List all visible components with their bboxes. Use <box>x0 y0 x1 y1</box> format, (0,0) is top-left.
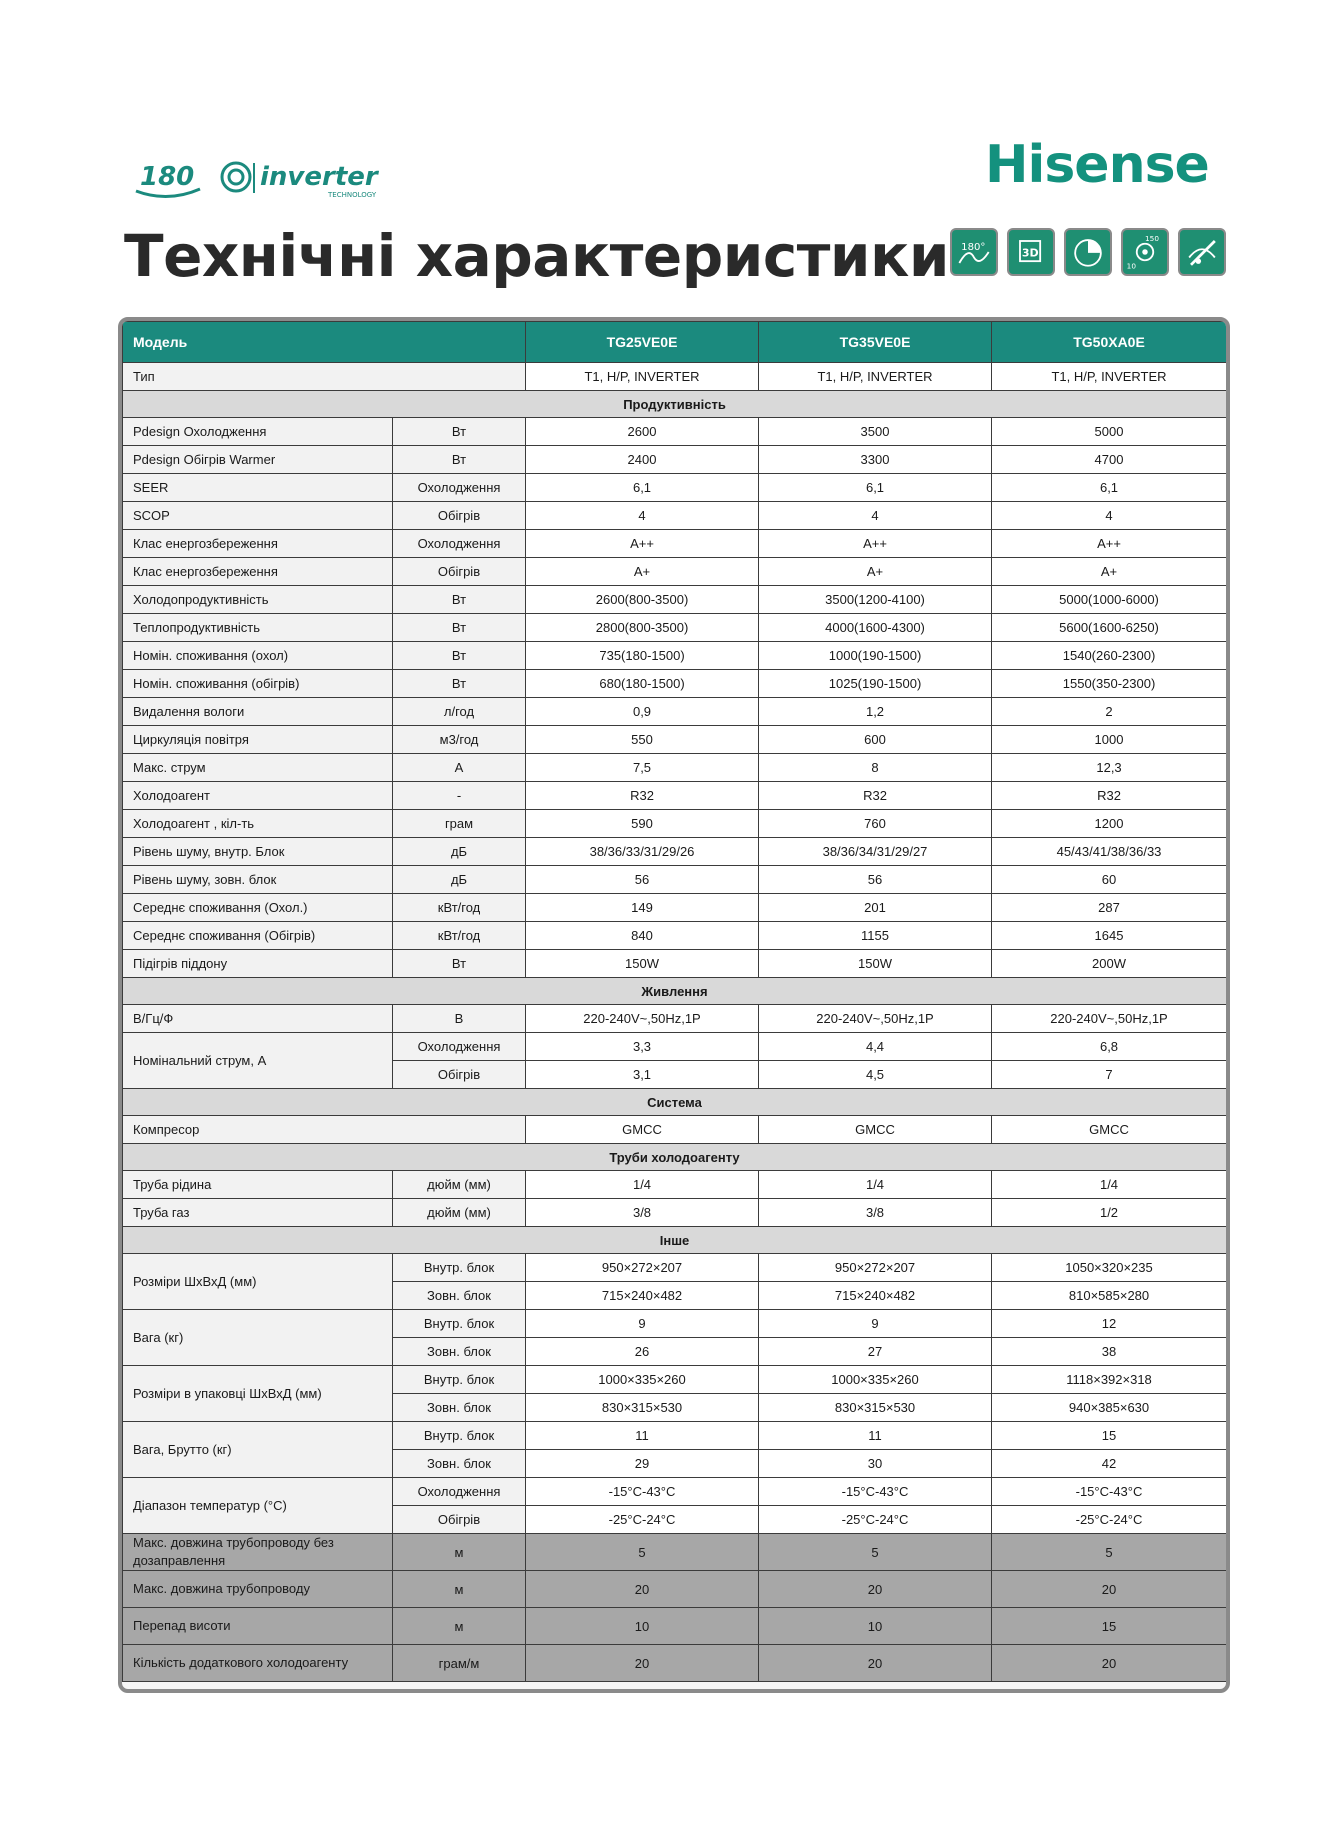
row-unit: Зовн. блок <box>393 1282 526 1310</box>
cell-value: 950×272×207 <box>759 1254 992 1282</box>
3d-airflow-icon <box>1007 228 1055 276</box>
cell-value: 6,8 <box>992 1033 1227 1061</box>
table-row <box>123 838 1227 866</box>
150kg-10kg-icon <box>1121 228 1169 276</box>
cell-value: 6,1 <box>992 474 1227 502</box>
cell-value: 7,5 <box>526 754 759 782</box>
table-row <box>123 1478 1227 1506</box>
row-label: Pdesign Обігрів Warmer <box>123 446 393 474</box>
cell-value: 3,1 <box>526 1061 759 1089</box>
table-row <box>123 586 1227 614</box>
section-header <box>123 978 1227 1005</box>
row-unit: м <box>393 1571 526 1608</box>
cell-value: 5000 <box>992 418 1227 446</box>
cell-value: 287 <box>992 894 1227 922</box>
cell-value: 5000(1000-6000) <box>992 586 1227 614</box>
row-label: Номінальний струм, А <box>123 1033 393 1089</box>
row-label: Pdesign Охолодження <box>123 418 393 446</box>
cell-value: 11 <box>526 1422 759 1450</box>
row-unit: Зовн. блок <box>393 1450 526 1478</box>
table-row <box>123 698 1227 726</box>
row-label: Підігрів піддону <box>123 950 393 978</box>
table-row <box>123 1310 1227 1338</box>
cell-value: 550 <box>526 726 759 754</box>
section-title: Система <box>123 1089 1227 1116</box>
row-unit: Внутр. блок <box>393 1422 526 1450</box>
self-cleaning-icon <box>1178 228 1226 276</box>
cell-value: 7 <box>992 1061 1227 1089</box>
table-row <box>123 1422 1227 1450</box>
section-header <box>123 391 1227 418</box>
row-label: Труба газ <box>123 1199 393 1227</box>
row-label: Вага (кг) <box>123 1310 393 1366</box>
table-row <box>123 726 1227 754</box>
row-unit: Вт <box>393 586 526 614</box>
cell-value: 2600 <box>526 418 759 446</box>
row-unit: В <box>393 1005 526 1033</box>
row-label: Діапазон температур (°C) <box>123 1478 393 1534</box>
table-row <box>123 782 1227 810</box>
hisense-logo: Hisense <box>985 135 1209 195</box>
timer-icon <box>1064 228 1112 276</box>
cell-value: 201 <box>759 894 992 922</box>
row-unit: Вт <box>393 418 526 446</box>
cell-value: -25°C-24°C <box>759 1506 992 1534</box>
cell-value: 20 <box>759 1571 992 1608</box>
cell-value: 3300 <box>759 446 992 474</box>
model-name: TG50XA0E <box>992 322 1227 363</box>
cell-value: 1118×392×318 <box>992 1366 1227 1394</box>
row-label: Середнє споживання (Обігрів) <box>123 922 393 950</box>
row-label: Номін. споживання (обігрів) <box>123 670 393 698</box>
cell-value: 12,3 <box>992 754 1227 782</box>
cell-value: 830×315×530 <box>526 1394 759 1422</box>
row-unit: дюйм (мм) <box>393 1199 526 1227</box>
cell-value: 220-240V~,50Hz,1P <box>759 1005 992 1033</box>
cell-value: 1/4 <box>526 1171 759 1199</box>
cell-value: 5 <box>759 1534 992 1571</box>
cell-value: 56 <box>526 866 759 894</box>
row-unit: A <box>393 754 526 782</box>
row-unit: м <box>393 1608 526 1645</box>
cell-value: 1/2 <box>992 1199 1227 1227</box>
cell-value: GMCC <box>992 1116 1227 1144</box>
cell-value: 2800(800-3500) <box>526 614 759 642</box>
cell-value: 29 <box>526 1450 759 1478</box>
cell-value: 1000×335×260 <box>526 1366 759 1394</box>
row-unit: кВт/год <box>393 894 526 922</box>
row-unit: Внутр. блок <box>393 1366 526 1394</box>
page-title: Технічні характеристики <box>124 222 950 290</box>
section-header <box>123 1227 1227 1254</box>
row-label: Макс. струм <box>123 754 393 782</box>
section-title: Продуктивність <box>123 391 1227 418</box>
cell-value: 4,5 <box>759 1061 992 1089</box>
cell-value: 5 <box>526 1534 759 1571</box>
row-unit: Охолодження <box>393 1033 526 1061</box>
cell-value: 1025(190-1500) <box>759 670 992 698</box>
row-label: В/Гц/Ф <box>123 1005 393 1033</box>
row-unit: Охолодження <box>393 1478 526 1506</box>
row-label: Розміри ШхВхД (мм) <box>123 1254 393 1310</box>
cell-value: 3500 <box>759 418 992 446</box>
row-unit: Обігрів <box>393 558 526 586</box>
cell-value: 1/4 <box>992 1171 1227 1199</box>
cell-value: A++ <box>526 530 759 558</box>
row-unit: дБ <box>393 838 526 866</box>
cell-value: T1, H/P, INVERTER <box>526 363 759 391</box>
table-row <box>123 922 1227 950</box>
cell-value: 840 <box>526 922 759 950</box>
cell-value: 56 <box>759 866 992 894</box>
cell-value: 30 <box>759 1450 992 1478</box>
row-label: Кількість додаткового холодоагенту <box>123 1645 393 1682</box>
cell-value: 4 <box>759 502 992 530</box>
row-unit: Охолодження <box>393 474 526 502</box>
cell-value: 1000 <box>992 726 1227 754</box>
row-label: Холодоагент , кіл-ть <box>123 810 393 838</box>
cell-value: 20 <box>992 1571 1227 1608</box>
cell-value: 2400 <box>526 446 759 474</box>
cell-value: 150W <box>759 950 992 978</box>
table-row <box>123 530 1227 558</box>
table-row <box>123 1608 1227 1645</box>
row-unit: Вт <box>393 614 526 642</box>
cell-value: GMCC <box>526 1116 759 1144</box>
cell-value: 149 <box>526 894 759 922</box>
svg-text:180: 180 <box>140 162 195 192</box>
table-row <box>123 1033 1227 1061</box>
cell-value: 1645 <box>992 922 1227 950</box>
cell-value: 20 <box>759 1645 992 1682</box>
cell-value: 1050×320×235 <box>992 1254 1227 1282</box>
cell-value: 950×272×207 <box>526 1254 759 1282</box>
cell-value: A++ <box>759 530 992 558</box>
cell-value: 20 <box>992 1645 1227 1682</box>
cell-value: 38/36/34/31/29/27 <box>759 838 992 866</box>
cell-value: 200W <box>992 950 1227 978</box>
cell-value: 1200 <box>992 810 1227 838</box>
table-row <box>123 810 1227 838</box>
180-degree-airflow-icon <box>950 228 998 276</box>
section-title: Живлення <box>123 978 1227 1005</box>
table-row <box>123 502 1227 530</box>
cell-value: 8 <box>759 754 992 782</box>
row-unit: м3/год <box>393 726 526 754</box>
cell-value: 220-240V~,50Hz,1P <box>526 1005 759 1033</box>
table-header-row <box>123 322 1227 363</box>
cell-value: 2600(800-3500) <box>526 586 759 614</box>
model-header: Модель <box>123 322 526 363</box>
row-label: Циркуляція повітря <box>123 726 393 754</box>
cell-value: -25°C-24°C <box>526 1506 759 1534</box>
spec-table <box>122 321 1227 1682</box>
table-row <box>123 1171 1227 1199</box>
svg-text:150: 150 <box>1145 234 1159 243</box>
row-unit: кВт/год <box>393 922 526 950</box>
cell-value: 1550(350-2300) <box>992 670 1227 698</box>
row-unit: Внутр. блок <box>393 1310 526 1338</box>
row-unit: Зовн. блок <box>393 1394 526 1422</box>
table-row <box>123 1366 1227 1394</box>
row-unit: грам/м <box>393 1645 526 1682</box>
cell-value: 830×315×530 <box>759 1394 992 1422</box>
row-label: Тип <box>123 363 526 391</box>
row-label: Теплопродуктивність <box>123 614 393 642</box>
cell-value: 1155 <box>759 922 992 950</box>
row-unit: Внутр. блок <box>393 1254 526 1282</box>
cell-value: 3500(1200-4100) <box>759 586 992 614</box>
section-header <box>123 1089 1227 1116</box>
cell-value: 9 <box>759 1310 992 1338</box>
cell-value: 6,1 <box>759 474 992 502</box>
cell-value: 735(180-1500) <box>526 642 759 670</box>
cell-value: 940×385×630 <box>992 1394 1227 1422</box>
row-label: Середнє споживання (Охол.) <box>123 894 393 922</box>
cell-value: 0,9 <box>526 698 759 726</box>
row-label: Вага, Брутто (кг) <box>123 1422 393 1478</box>
table-row <box>123 950 1227 978</box>
cell-value: 38 <box>992 1338 1227 1366</box>
cell-value: 220-240V~,50Hz,1P <box>992 1005 1227 1033</box>
cell-value: A+ <box>759 558 992 586</box>
cell-value: A+ <box>992 558 1227 586</box>
row-unit: Вт <box>393 446 526 474</box>
row-label: SCOP <box>123 502 393 530</box>
row-label: Клас енергозбереження <box>123 530 393 558</box>
cell-value: 20 <box>526 1645 759 1682</box>
cell-value: 26 <box>526 1338 759 1366</box>
row-label: Видалення вологи <box>123 698 393 726</box>
cell-value: 20 <box>526 1571 759 1608</box>
row-unit: Охолодження <box>393 530 526 558</box>
cell-value: 11 <box>759 1422 992 1450</box>
cell-value: 3/8 <box>759 1199 992 1227</box>
inverter-technology-logo <box>128 155 398 205</box>
row-label: Клас енергозбереження <box>123 558 393 586</box>
cell-value: 1000(190-1500) <box>759 642 992 670</box>
row-label: Розміри в упаковці ШхВхД (мм) <box>123 1366 393 1422</box>
table-row <box>123 474 1227 502</box>
cell-value: 1000×335×260 <box>759 1366 992 1394</box>
row-unit: дюйм (мм) <box>393 1171 526 1199</box>
table-row <box>123 1645 1227 1682</box>
cell-value: 15 <box>992 1422 1227 1450</box>
svg-text:180°: 180° <box>961 242 986 254</box>
row-label: Макс. довжина трубопроводу без дозаправлення <box>123 1534 393 1571</box>
cell-value: A++ <box>992 530 1227 558</box>
cell-value: 3/8 <box>526 1199 759 1227</box>
cell-value: 680(180-1500) <box>526 670 759 698</box>
cell-value: 810×585×280 <box>992 1282 1227 1310</box>
feature-icons <box>950 228 1226 276</box>
cell-value: 10 <box>526 1608 759 1645</box>
row-unit: - <box>393 782 526 810</box>
cell-value: 38/36/33/31/29/26 <box>526 838 759 866</box>
row-unit: дБ <box>393 866 526 894</box>
cell-value: 10 <box>759 1608 992 1645</box>
row-label: Рівень шуму, зовн. блок <box>123 866 393 894</box>
cell-value: 590 <box>526 810 759 838</box>
cell-value: 12 <box>992 1310 1227 1338</box>
row-unit: Зовн. блок <box>393 1338 526 1366</box>
cell-value: 4700 <box>992 446 1227 474</box>
row-unit: Обігрів <box>393 1061 526 1089</box>
cell-value: T1, H/P, INVERTER <box>992 363 1227 391</box>
section-title: Інше <box>123 1227 1227 1254</box>
cell-value: 715×240×482 <box>759 1282 992 1310</box>
row-label: Труба рідина <box>123 1171 393 1199</box>
svg-text:3D: 3D <box>1021 246 1039 260</box>
cell-value: 4 <box>992 502 1227 530</box>
row-unit: Обігрів <box>393 502 526 530</box>
row-unit: л/год <box>393 698 526 726</box>
row-unit: Вт <box>393 642 526 670</box>
cell-value: -25°C-24°C <box>992 1506 1227 1534</box>
model-name: TG25VE0E <box>526 322 759 363</box>
table-row <box>123 670 1227 698</box>
cell-value: A+ <box>526 558 759 586</box>
cell-value: GMCC <box>759 1116 992 1144</box>
row-unit: Вт <box>393 950 526 978</box>
table-row <box>123 1005 1227 1033</box>
cell-value: 27 <box>759 1338 992 1366</box>
row-label: Холодопродуктивність <box>123 586 393 614</box>
cell-value: R32 <box>526 782 759 810</box>
row-label: Номін. споживання (охол) <box>123 642 393 670</box>
cell-value: 1/4 <box>759 1171 992 1199</box>
model-name: TG35VE0E <box>759 322 992 363</box>
row-label: Компресор <box>123 1116 526 1144</box>
cell-value: 60 <box>992 866 1227 894</box>
row-label: Макс. довжина трубопроводу <box>123 1571 393 1608</box>
svg-text:10: 10 <box>1126 261 1136 271</box>
cell-value: 760 <box>759 810 992 838</box>
cell-value: 150W <box>526 950 759 978</box>
row-unit: м <box>393 1534 526 1571</box>
table-row <box>123 642 1227 670</box>
table-row <box>123 558 1227 586</box>
cell-value: 3,3 <box>526 1033 759 1061</box>
row-label: Перепад висоти <box>123 1608 393 1645</box>
type-row <box>123 363 1227 391</box>
table-row <box>123 1534 1227 1571</box>
svg-text:inverter: inverter <box>260 162 378 192</box>
spec-table-frame <box>118 317 1230 1693</box>
cell-value: -15°C-43°C <box>759 1478 992 1506</box>
cell-value: 5600(1600-6250) <box>992 614 1227 642</box>
section-title: Труби холодоагенту <box>123 1144 1227 1171</box>
compressor-row <box>123 1116 1227 1144</box>
svg-text:TECHNOLOGY: TECHNOLOGY <box>328 191 377 199</box>
row-unit: грам <box>393 810 526 838</box>
cell-value: -15°C-43°C <box>992 1478 1227 1506</box>
cell-value: 715×240×482 <box>526 1282 759 1310</box>
cell-value: 5 <box>992 1534 1227 1571</box>
cell-value: 1,2 <box>759 698 992 726</box>
table-row <box>123 1254 1227 1282</box>
cell-value: 2 <box>992 698 1227 726</box>
section-header <box>123 1144 1227 1171</box>
cell-value: 600 <box>759 726 992 754</box>
cell-value: 4 <box>526 502 759 530</box>
cell-value: 42 <box>992 1450 1227 1478</box>
row-unit: Вт <box>393 670 526 698</box>
cell-value: -15°C-43°C <box>526 1478 759 1506</box>
table-row <box>123 1199 1227 1227</box>
cell-value: R32 <box>992 782 1227 810</box>
row-label: Холодоагент <box>123 782 393 810</box>
table-row <box>123 866 1227 894</box>
table-row <box>123 614 1227 642</box>
cell-value: 4,4 <box>759 1033 992 1061</box>
cell-value: 6,1 <box>526 474 759 502</box>
cell-value: T1, H/P, INVERTER <box>759 363 992 391</box>
cell-value: R32 <box>759 782 992 810</box>
cell-value: 4000(1600-4300) <box>759 614 992 642</box>
cell-value: 1540(260-2300) <box>992 642 1227 670</box>
cell-value: 45/43/41/38/36/33 <box>992 838 1227 866</box>
table-row <box>123 418 1227 446</box>
table-row <box>123 754 1227 782</box>
row-label: Рівень шуму, внутр. Блок <box>123 838 393 866</box>
cell-value: 15 <box>992 1608 1227 1645</box>
cell-value: 9 <box>526 1310 759 1338</box>
table-row <box>123 894 1227 922</box>
table-row <box>123 1571 1227 1608</box>
table-row <box>123 446 1227 474</box>
row-unit: Обігрів <box>393 1506 526 1534</box>
row-label: SEER <box>123 474 393 502</box>
